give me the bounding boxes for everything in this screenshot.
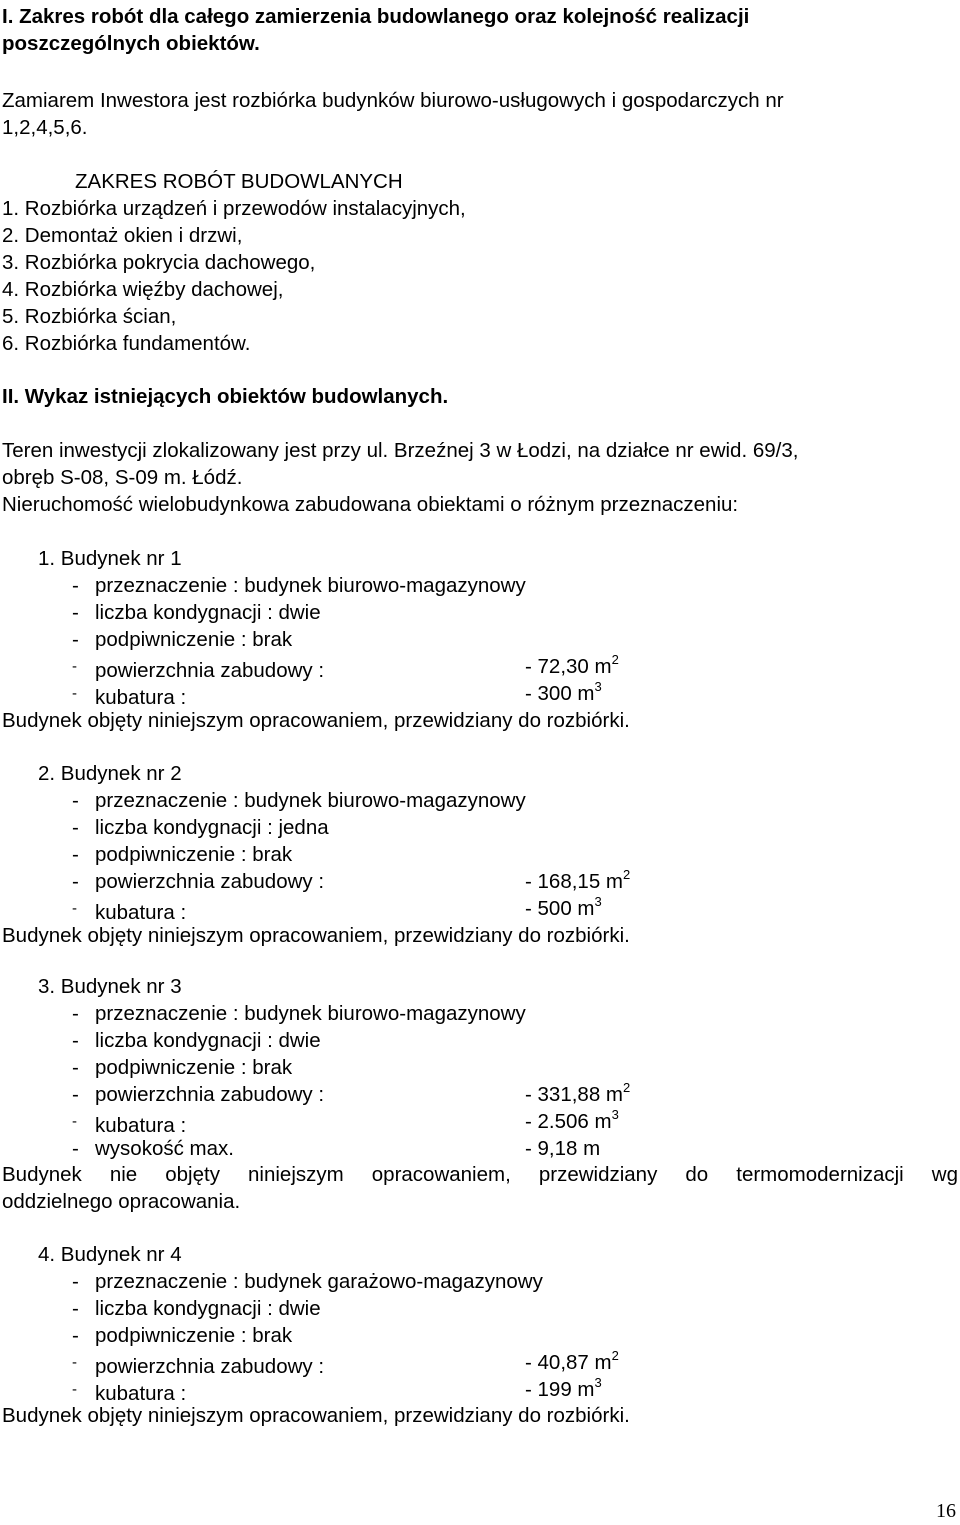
building-2-volume-value: - 500 $m^3$	[525, 894, 602, 920]
building-3-volume-label: - kubatura :	[72, 1113, 187, 1137]
building-4-area-label: - powierzchnia zabudowy :	[72, 1354, 325, 1378]
building-4-note: Budynek objęty niniejszym opracowaniem, przewidziany do rozbiórki.	[2, 1404, 630, 1427]
building-3-basement: - podpiwniczenie : brak	[72, 1056, 293, 1079]
building-3-title: 3. Budynek nr 3	[38, 975, 182, 998]
building-3-volume-value: - 2.506 $m^3$	[525, 1107, 619, 1133]
building-4-basement: - podpiwniczenie : brak	[72, 1324, 293, 1347]
location-text: Teren inwestycji zlokalizowany jest przy ul. Brzeźnej 3 w Łodzi, na działce nr ewid. 69/3,	[2, 439, 799, 462]
section-1-heading-cont: poszczególnych obiektów.	[2, 32, 260, 55]
page-number: 16	[936, 1500, 956, 1522]
scope-item: 5. Rozbiórka ścian,	[2, 305, 177, 328]
building-2-basement: - podpiwniczenie : brak	[72, 843, 293, 866]
building-4-floors: - liczba kondygnacji : dwie	[72, 1297, 321, 1320]
building-3-area-value: - 331,88 $m^2$	[525, 1080, 631, 1106]
building-3-note-cont: oddzielnego opracowania.	[2, 1190, 241, 1213]
building-1-basement: - podpiwniczenie : brak	[72, 628, 293, 651]
building-1-volume-label: - kubatura :	[72, 685, 187, 709]
building-4-title: 4. Budynek nr 4	[38, 1243, 182, 1266]
building-2-area-label: - powierzchnia zabudowy :	[72, 870, 325, 893]
building-1-area-label: - powierzchnia zabudowy :	[72, 658, 325, 682]
building-1-note: Budynek objęty niniejszym opracowaniem, przewidziany do rozbiórki.	[2, 709, 630, 732]
building-1-title: 1. Budynek nr 1	[38, 547, 182, 570]
building-2-area-value: - 168,15 $m^2$	[525, 867, 631, 893]
building-2-purpose: - przeznaczenie : budynek biurowo-magazynowy	[72, 789, 526, 812]
building-4-volume-value: - 199 $m^3$	[525, 1375, 602, 1401]
intro-text: Zamiarem Inwestora jest rozbiórka budynków biurowo-usługowych i gospodarczych nr	[2, 89, 784, 112]
scope-item: 1. Rozbiórka urządzeń i przewodów instalacyjnych,	[2, 197, 466, 220]
scope-item: 4. Rozbiórka więźby dachowej,	[2, 278, 284, 301]
building-3-note: Budynek nie objęty niniejszym opracowaniem, przewidziany do termomodernizacji wg	[2, 1163, 958, 1186]
scope-title: ZAKRES ROBÓT BUDOWLANYCH	[75, 170, 403, 193]
section-2-heading: II. Wykaz istniejących obiektów budowlanych.	[2, 385, 449, 408]
building-1-volume-value: - 300 $m^3$	[525, 679, 602, 705]
building-2-volume-label: - kubatura :	[72, 900, 187, 924]
building-1-area-value: - 72,30 $m^2$	[525, 652, 619, 678]
building-3-height-label: - wysokość max.	[72, 1137, 234, 1160]
intro-text-cont: 1,2,4,5,6.	[2, 116, 88, 139]
building-2-note: Budynek objęty niniejszym opracowaniem, przewidziany do rozbiórki.	[2, 924, 630, 947]
location-text-cont: obręb S-08, S-09 m. Łódź.	[2, 466, 243, 489]
property-description: Nieruchomość wielobudynkowa zabudowana obiektami o różnym przeznaczeniu:	[2, 493, 739, 516]
building-4-purpose: - przeznaczenie : budynek garażowo-magazynowy	[72, 1270, 543, 1293]
building-3-height-value: - 9,18 m	[525, 1137, 601, 1160]
building-3-purpose: - przeznaczenie : budynek biurowo-magazynowy	[72, 1002, 526, 1025]
building-1-floors: - liczba kondygnacji : dwie	[72, 601, 321, 624]
building-3-floors: - liczba kondygnacji : dwie	[72, 1029, 321, 1052]
building-2-title: 2. Budynek nr 2	[38, 762, 182, 785]
scope-item: 6. Rozbiórka fundamentów.	[2, 332, 251, 355]
scope-item: 3. Rozbiórka pokrycia dachowego,	[2, 251, 316, 274]
building-1-purpose: - przeznaczenie : budynek biurowo-magazynowy	[72, 574, 526, 597]
building-3-area-label: - powierzchnia zabudowy :	[72, 1083, 325, 1106]
building-4-area-value: - 40,87 $m^2$	[525, 1348, 619, 1374]
building-2-floors: - liczba kondygnacji : jedna	[72, 816, 329, 839]
section-1-heading: I. Zakres robót dla całego zamierzenia budowlanego oraz kolejność realizacji	[2, 5, 750, 28]
scope-item: 2. Demontaż okien i drzwi,	[2, 224, 243, 247]
building-4-volume-label: - kubatura :	[72, 1381, 187, 1405]
